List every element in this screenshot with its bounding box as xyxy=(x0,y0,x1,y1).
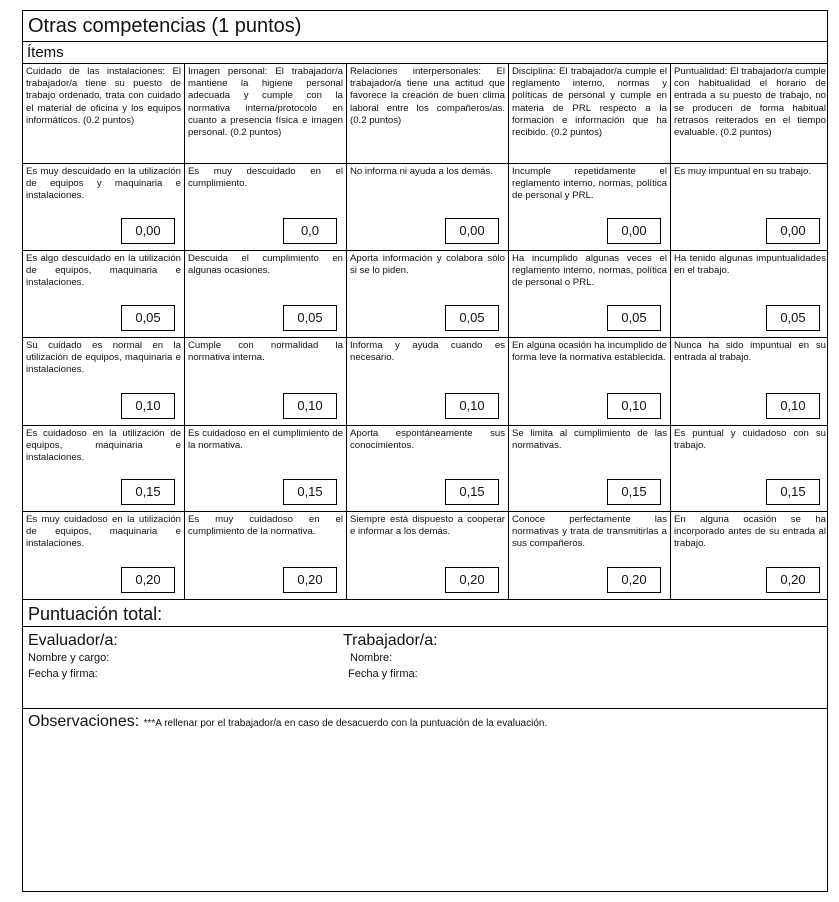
level-description: Aporta información y colabora sólo si se lo piden. xyxy=(350,253,505,277)
score-box[interactable]: 0,15 xyxy=(607,479,661,505)
criterion-cell xyxy=(347,64,509,163)
score-box[interactable]: 0,05 xyxy=(607,305,661,331)
score-box[interactable]: 0,15 xyxy=(445,479,499,505)
level-cell xyxy=(509,251,671,337)
level-description: Aporta espontáneamente sus conocimientos. xyxy=(350,428,505,452)
level-cell xyxy=(347,251,509,337)
level-description: Siempre está dispuesto a cooperar e informar a los demás. xyxy=(350,514,505,538)
criteria-header-row xyxy=(23,64,827,164)
level-cell xyxy=(671,251,829,337)
level-cell xyxy=(347,512,509,599)
criterion-text: Relaciones interpersonales: El trabajador/a tiene una actitud que favorece la creación de buen clima laboral entre los compañeros/as. (0.2 puntos) xyxy=(350,66,505,126)
level-row xyxy=(23,164,827,251)
evaluator-heading: Evaluador/a: xyxy=(28,632,118,649)
level-cell xyxy=(671,338,829,425)
worker-heading: Trabajador/a: xyxy=(343,632,438,649)
criterion-cell xyxy=(185,64,347,163)
level-cell xyxy=(347,164,509,250)
score-box[interactable]: 0,10 xyxy=(445,393,499,419)
criterion-cell xyxy=(509,64,671,163)
level-description: Es puntual y cuidadoso con su trabajo. xyxy=(674,428,826,452)
signature-section xyxy=(23,627,827,709)
score-box[interactable]: 0,20 xyxy=(121,567,175,593)
level-cell xyxy=(347,338,509,425)
observations-heading: Observaciones: xyxy=(28,713,140,730)
level-cell xyxy=(347,426,509,511)
level-description: Conoce perfectamente las normativas y trata de transmitirlas a sus compañeros. xyxy=(512,514,667,550)
level-description: En alguna ocasión ha incumplido de forma leve la normativa establecida. xyxy=(512,340,667,364)
level-cell xyxy=(185,512,347,599)
criterion-text: Cuidado de las instalaciones: El trabajador/a tiene su puesto de trabajo ordenado, trata con cuidado el material de oficina y los equipos informáticos. (0.2 puntos) xyxy=(26,66,181,126)
items-label: Ítems xyxy=(23,42,827,64)
criterion-text: Puntualidad: El trabajador/a cumple con habitualidad el horario de entrada a su puesto de trabajo, no se producen de forma habitual retrasos reiterados en el tiempo evaluable. (0.2 puntos) xyxy=(674,66,826,139)
score-box[interactable]: 0,10 xyxy=(121,393,175,419)
worker-date-label: Fecha y firma: xyxy=(348,668,418,680)
score-box[interactable]: 0,00 xyxy=(607,218,661,244)
criterion-cell xyxy=(671,64,829,163)
score-box[interactable]: 0,05 xyxy=(445,305,499,331)
level-cell xyxy=(509,338,671,425)
level-cell xyxy=(23,338,185,425)
score-box[interactable]: 0,10 xyxy=(766,393,820,419)
level-description: Es cuidadoso en la utilización de equipos, maquinaria e instalaciones. xyxy=(26,428,181,464)
level-description: Incumple repetidamente el reglamento interno, normas, política de personal y PRL. xyxy=(512,166,667,202)
score-box[interactable]: 0,15 xyxy=(766,479,820,505)
level-cell xyxy=(23,512,185,599)
level-row xyxy=(23,512,827,600)
level-row xyxy=(23,251,827,338)
score-box[interactable]: 0,10 xyxy=(607,393,661,419)
level-row xyxy=(23,426,827,512)
worker-name-label: Nombre: xyxy=(350,652,393,664)
worker-block xyxy=(343,631,438,682)
level-cell xyxy=(185,251,347,337)
level-description: No informa ni ayuda a los demás. xyxy=(350,166,493,177)
criterion-text: Disciplina: El trabajador/a cumple el reglamento interno, normas y políticas de personal y cumple en materia de PRL respecto a la formación e información que ha recibido. (0.2 puntos) xyxy=(512,66,667,139)
score-box[interactable]: 0,15 xyxy=(121,479,175,505)
level-cell xyxy=(671,426,829,511)
evaluator-date-label: Fecha y firma: xyxy=(28,668,98,680)
level-description: Ha tenido algunas impuntualidades en el trabajo. xyxy=(674,253,826,277)
level-row xyxy=(23,338,827,426)
score-box[interactable]: 0,05 xyxy=(766,305,820,331)
level-cell xyxy=(509,426,671,511)
score-box[interactable]: 0,05 xyxy=(283,305,337,331)
level-cell xyxy=(23,164,185,250)
level-cell xyxy=(185,338,347,425)
level-description: Es algo descuidado en la utilización de equipos, maquinaria e instalaciones. xyxy=(26,253,181,289)
level-description: Es muy impuntual en su trabajo. xyxy=(674,166,812,177)
score-box[interactable]: 0,05 xyxy=(121,305,175,331)
level-description: En alguna ocasión se ha incorporado antes de su entrada al trabajo. xyxy=(674,514,826,550)
score-box[interactable]: 0,00 xyxy=(121,218,175,244)
level-description: Informa y ayuda cuando es necesario. xyxy=(350,340,505,364)
level-cell xyxy=(23,251,185,337)
total-score-label: Puntuación total: xyxy=(23,601,827,627)
criterion-cell xyxy=(23,64,185,163)
level-description: Es muy descuidado en la utilización de equipos y maquinaria e instalaciones. xyxy=(26,166,181,202)
level-cell xyxy=(185,426,347,511)
level-cell xyxy=(671,164,829,250)
score-box[interactable]: 0,20 xyxy=(607,567,661,593)
level-description: Es muy cuidadoso en la utilización de equipos, maquinaria e instalaciones. xyxy=(26,514,181,550)
level-description: Es cuidadoso en el cumplimiento de la normativa. xyxy=(188,428,343,452)
evaluator-block xyxy=(28,631,118,682)
form-title: Otras competencias (1 puntos) xyxy=(23,11,827,42)
level-cell xyxy=(185,164,347,250)
level-description: Descuida el cumplimiento en algunas ocasiones. xyxy=(188,253,343,277)
level-description: Cumple con normalidad la normativa interna. xyxy=(188,340,343,364)
level-description: Ha incumplido algunas veces el reglamento interno, normas, política de personal o PRL. xyxy=(512,253,667,289)
score-box[interactable]: 0,20 xyxy=(283,567,337,593)
level-cell xyxy=(23,426,185,511)
level-description: Es muy descuidado en el cumplimiento. xyxy=(188,166,343,190)
score-box[interactable]: 0,20 xyxy=(766,567,820,593)
level-cell xyxy=(671,512,829,599)
level-description: Su cuidado es normal en la utilización de equipos, maquinaria e instalaciones. xyxy=(26,340,181,376)
level-cell xyxy=(509,164,671,250)
level-description: Es muy cuidadoso en el cumplimiento de la normativa. xyxy=(188,514,343,538)
observations-section xyxy=(23,709,827,735)
evaluator-name-label: Nombre y cargo: xyxy=(28,652,110,664)
evaluation-form xyxy=(22,10,828,892)
score-box[interactable]: 0,15 xyxy=(283,479,337,505)
level-description: Se limita al cumplimiento de las normativas. xyxy=(512,428,667,452)
score-box[interactable]: 0,00 xyxy=(766,218,820,244)
level-cell xyxy=(509,512,671,599)
level-description: Nunca ha sido impuntual en su entrada al trabajo. xyxy=(674,340,826,364)
score-box[interactable]: 0,20 xyxy=(445,567,499,593)
score-box[interactable]: 0,00 xyxy=(445,218,499,244)
criterion-text: Imagen personal: El trabajador/a mantiene la higiene personal adecuada y cumple con la normativa interna/protocolo en cuanto a presencia física e imagen personal. (0.2 puntos) xyxy=(188,66,343,139)
observations-note: ***A rellenar por el trabajador/a en caso de desacuerdo con la puntuación de la evaluación. xyxy=(143,718,548,729)
score-box[interactable]: 0,0 xyxy=(283,218,337,244)
score-box[interactable]: 0,10 xyxy=(283,393,337,419)
